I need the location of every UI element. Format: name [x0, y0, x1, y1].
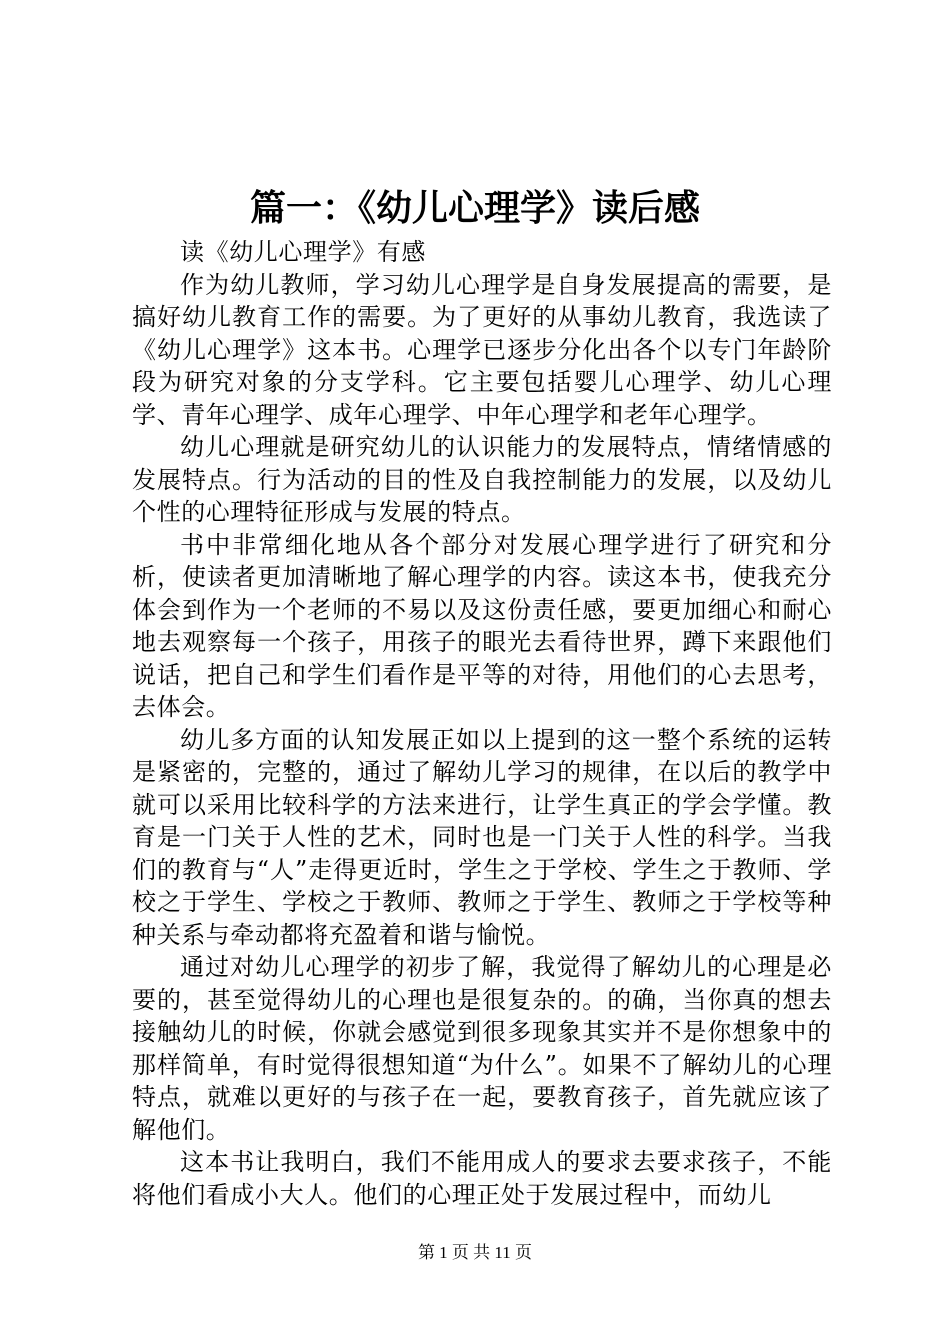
paragraph-subtitle: 读《幼儿心理学》有感 [180, 238, 426, 266]
paragraph: 作为幼儿教师，学习幼儿心理学是自身发展提高的需要，是搞好幼儿教育工作的需要。为了更好的从事幼儿教育，我选读了《幼儿心理学》这本书。心理学已逐步分化出各个以专门年龄阶段为研究对象的分支学科。它主要包括婴儿心理学、幼儿心理学、青年心理学、成年心理学、中年心理学和老年心理学。 [132, 270, 832, 429]
paragraph: 通过对幼儿心理学的初步了解，我觉得了解幼儿的心理是必要的，甚至觉得幼儿的心理也是很复杂的。的确，当你真的想去接触幼儿的时候，你就会感觉到很多现象其实并不是你想象中的那样简单，有时觉得很想知道“为什么”。如果不了解幼儿的心理特点，就难以更好的与孩子在一起，要教育孩子，首先就应该了解他们。 [132, 953, 832, 1144]
document-title: 篇一：《幼儿心理学》读后感 [249, 187, 700, 229]
paragraph: 书中非常细化地从各个部分对发展心理学进行了研究和分析，使读者更加清晰地了解心理学的内容。读这本书，使我充分体会到作为一个老师的不易以及这份责任感，要更加细心和耐心地去观察每一个孩子，用孩子的眼光去看待世界，蹲下来跟他们说话，把自己和学生们看作是平等的对待，用他们的心去思考，去体会。 [132, 530, 832, 721]
paragraph: 幼儿心理就是研究幼儿的认识能力的发展特点，情绪情感的发展特点。行为活动的目的性及自我控制能力的发展，以及幼儿个性的心理特征形成与发展的特点。 [132, 433, 832, 526]
page-number-footer: 第 1 页 共 11 页 [417, 1243, 533, 1262]
paragraph: 这本书让我明白，我们不能用成人的要求去要求孩子，不能将他们看成小大人。他们的心理正处于发展过程中，而幼儿 [132, 1148, 832, 1209]
paragraph: 幼儿多方面的认知发展正如以上提到的这一整个系统的运转是紧密的，完整的，通过了解幼儿学习的规律，在以后的教学中就可以采用比较科学的方法来进行，让学生真正的学会学懂。教育是一门关于人性的艺术，同时也是一门关于人性的科学。当我们的教育与“人”走得更近时，学生之于学校、学生之于教师、学校之于学生、学校之于教师、教师之于学生、教师之于学校等种种关系与牵动都将充盈着和谐与愉悦。 [132, 725, 832, 949]
document-body [132, 236, 832, 1211]
